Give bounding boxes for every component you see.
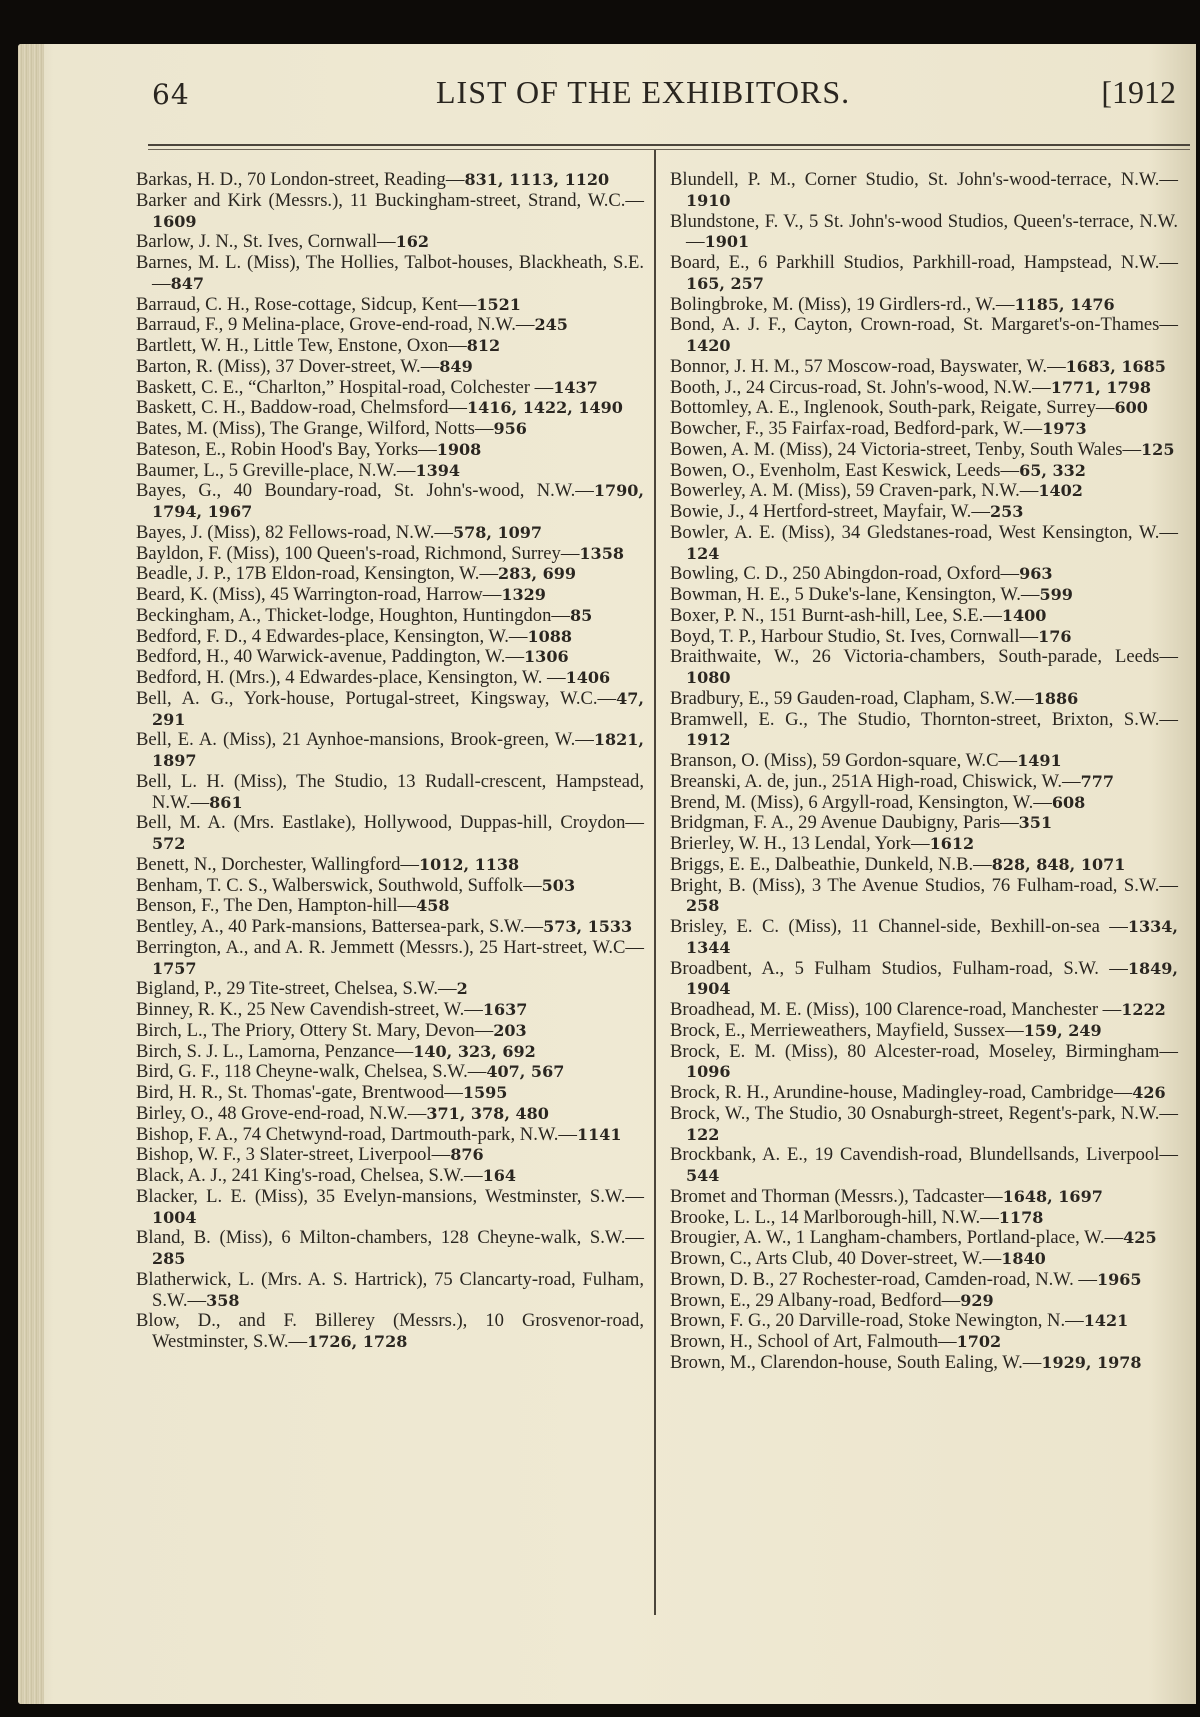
exhibit-numbers: 1394 (415, 460, 460, 480)
exhibitor-address: Bell, L. H. (Miss), The Studio, 13 Rudall-crescent, Hampstead, N.W.— (136, 770, 644, 813)
exhibitor-address: Brock, E., Merrieweathers, Mayfield, Sussex— (670, 1019, 1024, 1041)
exhibitor-address: Baskett, C. H., Baddow-road, Chelmsford— (136, 397, 468, 419)
exhibitor-address: Bedford, F. D., 4 Edwardes-place, Kensington, W.— (136, 625, 528, 647)
exhibitor-address: Brock, E. M. (Miss), 80 Alcester-road, Moseley, Birmingham— (670, 1040, 1178, 1062)
exhibitor-address: Brown, D. B., 27 Rochester-road, Camden-road, N.W. — (670, 1268, 1098, 1290)
exhibitor-address: Beadle, J. P., 17B Eldon-road, Kensington, W.— (136, 563, 499, 585)
exhibit-numbers: 572 (152, 834, 186, 853)
exhibitor-entry (136, 253, 644, 295)
exhibitor-entry (670, 917, 1178, 959)
exhibit-numbers: 358 (206, 1290, 240, 1310)
exhibitor-address: Bonnor, J. H. M., 57 Moscow-road, Bayswater, W.— (670, 355, 1066, 377)
exhibitor-entry (136, 1166, 644, 1187)
exhibit-numbers: 407, 567 (486, 1062, 565, 1082)
exhibitor-entry (136, 378, 644, 399)
exhibit-numbers: 1420 (686, 336, 731, 355)
exhibitor-entry (136, 627, 644, 648)
exhibit-numbers: 573, 1533 (543, 917, 633, 936)
exhibitor-address: Bishop, F. A., 74 Chetwynd-road, Dartmouth-park, N.W.— (136, 1123, 577, 1145)
exhibitor-entry (136, 876, 644, 897)
exhibit-numbers: 285 (152, 1249, 186, 1268)
exhibit-numbers: 165, 257 (686, 273, 764, 293)
book-page (18, 44, 1196, 1704)
exhibitor-entry (670, 1000, 1178, 1021)
exhibitor-entry (136, 295, 644, 316)
exhibitor-address: Brown, F. G., 20 Darville-road, Stoke Newington, N.— (670, 1310, 1084, 1332)
exhibitor-address: Brougier, A. W., 1 Langham-chambers, Portland-place, W.— (670, 1227, 1124, 1249)
exhibitor-entry (136, 1228, 644, 1270)
exhibitor-address: Boxer, P. N., 151 Burnt-ash-hill, Lee, S.E.— (670, 604, 1002, 626)
exhibitor-entry (670, 1291, 1178, 1312)
exhibit-numbers: 1886 (1033, 688, 1079, 708)
exhibitor-entry (670, 606, 1178, 627)
page-title: LIST OF THE EXHIBITORS. (436, 74, 851, 110)
exhibitor-entry (670, 1311, 1178, 1332)
exhibit-numbers: 1004 (152, 1207, 197, 1227)
exhibitor-address: Barraud, C. H., Rose-cottage, Sidcup, Kent— (136, 293, 477, 315)
exhibitor-entry (670, 1145, 1178, 1187)
exhibit-numbers: 599 (1039, 585, 1073, 604)
exhibitor-entry (136, 1311, 644, 1353)
exhibitor-entry (136, 1062, 644, 1083)
exhibit-numbers: 1096 (686, 1062, 731, 1082)
exhibit-numbers: 245 (534, 315, 568, 335)
exhibitor-entry (136, 461, 644, 482)
exhibitor-address: Bell, M. A. (Mrs. Eastlake), Hollywood, Duppas-hill, Croydon— (136, 812, 644, 834)
exhibitor-address: Baskett, C. E., “Charlton,” Hospital-road, Colchester — (136, 376, 554, 398)
exhibitor-address: Birch, S. J. L., Lamorna, Penzance— (136, 1040, 414, 1062)
exhibit-numbers: 1637 (482, 1000, 528, 1019)
exhibitor-entry (670, 793, 1178, 814)
exhibit-numbers: 600 (1114, 398, 1148, 418)
exhibit-numbers: 963 (1019, 564, 1053, 584)
exhibit-numbers: 283, 699 (498, 564, 576, 584)
exhibitor-address: Bromet and Thorman (Messrs.), Tadcaster— (670, 1185, 1003, 1207)
exhibitor-address: Bayldon, F. (Miss), 100 Queen's-road, Richmond, Surrey— (136, 542, 580, 564)
exhibitor-address: Bayes, J. (Miss), 82 Fellows-road, N.W.— (136, 521, 453, 543)
exhibit-numbers: 1437 (553, 377, 598, 397)
year-label: [1912 (1101, 74, 1176, 110)
exhibitor-address: Bolingbroke, M. (Miss), 19 Girdlers-rd., W.— (670, 293, 1015, 315)
exhibit-numbers: 1088 (527, 626, 573, 646)
exhibitor-entry (136, 1042, 644, 1063)
exhibit-numbers: 351 (1018, 813, 1053, 833)
exhibitor-address: Bell, E. A. (Miss), 21 Aynhoe-mansions, Brook-green, W.— (136, 729, 594, 751)
exhibitor-entry (670, 813, 1178, 834)
exhibitor-address: Black, A. J., 241 King's-road, Chelsea, S.W.— (136, 1165, 483, 1186)
exhibitor-address: Bottomley, A. E., Inglenook, South-park, Reigate, Surrey— (670, 397, 1115, 419)
exhibitor-address: Bird, G. F., 118 Cheyne-walk, Chelsea, S.W.— (136, 1061, 487, 1083)
exhibitor-address: Barnes, M. L. (Miss), The Hollies, Talbot-houses, Blackheath, S.E.— (136, 252, 644, 294)
exhibitor-entry (136, 398, 644, 419)
exhibitor-entry (670, 564, 1178, 585)
exhibit-numbers: 861 (209, 792, 243, 812)
exhibit-numbers: 777 (1080, 771, 1114, 791)
exhibitor-address: Benson, F., The Den, Hampton-hill— (136, 895, 417, 917)
exhibitor-address: Binney, R. K., 25 New Cavendish-street, W.— (136, 999, 483, 1020)
exhibitor-entry (136, 689, 644, 731)
exhibit-numbers: 1908 (436, 439, 482, 459)
exhibitor-entry (670, 295, 1178, 316)
exhibitor-address: Brisley, E. C. (Miss), 11 Channel-side, Bexhill-on-sea — (670, 916, 1128, 937)
exhibitor-address: Barkas, H. D., 70 London-street, Reading— (136, 169, 465, 190)
exhibitor-entry (136, 440, 644, 461)
exhibitor-entry (670, 1270, 1178, 1291)
exhibitor-entry (670, 1332, 1178, 1353)
exhibit-numbers: 1306 (524, 647, 569, 667)
exhibitor-entry (136, 647, 644, 668)
exhibitor-address: Beckingham, A., Thicket-lodge, Houghton, Huntingdon— (136, 604, 570, 626)
exhibit-numbers: 1141 (576, 1124, 622, 1144)
exhibitor-entry (670, 253, 1178, 295)
exhibitor-entry (136, 917, 644, 938)
exhibitor-address: Barraud, F., 9 Melina-place, Grove-end-road, N.W.— (136, 314, 535, 336)
exhibitor-entry (670, 378, 1178, 399)
exhibitor-entry (136, 1187, 644, 1229)
exhibit-numbers: 164 (482, 1166, 517, 1185)
exhibit-numbers: 544 (686, 1166, 720, 1185)
exhibit-numbers: 2 (456, 979, 468, 999)
exhibitor-entry (670, 1021, 1178, 1042)
exhibitor-entry (136, 1000, 644, 1021)
exhibit-numbers: 1185, 1476 (1014, 294, 1115, 314)
exhibitor-entry (670, 1249, 1178, 1270)
exhibitor-address: Bridgman, F. A., 29 Avenue Daubigny, Paris— (670, 812, 1019, 834)
exhibitor-entry (136, 481, 644, 523)
exhibit-numbers: 849 (439, 356, 473, 376)
exhibitor-address: Bates, M. (Miss), The Grange, Wilford, Notts— (136, 418, 494, 439)
exhibit-numbers: 1840 (1001, 1249, 1046, 1268)
exhibit-numbers: 1178 (998, 1207, 1044, 1227)
exhibitor-entry (670, 1228, 1178, 1249)
exhibitor-address: Brown, E., 29 Albany-road, Bedford— (670, 1289, 961, 1311)
exhibit-numbers: 1849, 1904 (686, 958, 1178, 999)
exhibitor-address: Bowie, J., 4 Hertford-street, Mayfair, W.— (670, 501, 990, 522)
exhibitor-entry (136, 315, 644, 336)
page-header (146, 72, 1196, 118)
exhibitor-address: Blacker, L. E. (Miss), 35 Evelyn-mansions, Westminster, S.W.— (136, 1185, 644, 1207)
exhibitor-entry (136, 1083, 644, 1104)
exhibitor-entry (670, 855, 1178, 876)
exhibit-numbers: 1334, 1344 (686, 917, 1178, 957)
exhibitor-entry (670, 170, 1178, 212)
exhibitor-entry (670, 1042, 1178, 1084)
exhibit-numbers: 1012, 1138 (418, 854, 520, 874)
exhibitor-address: Briggs, E. E., Dalbeathie, Dunkeld, N.B.— (670, 853, 992, 875)
exhibitor-entry (670, 1187, 1178, 1208)
exhibitor-address: Bland, B. (Miss), 6 Milton-chambers, 128 Cheyne-walk, S.W.— (136, 1227, 644, 1249)
exhibitor-address: Broadhead, M. E. (Miss), 100 Clarence-road, Manchester — (670, 999, 1122, 1020)
exhibitor-entry (670, 751, 1178, 772)
exhibitor-entry (670, 647, 1178, 689)
exhibit-numbers: 1821, 1897 (152, 730, 644, 770)
exhibitor-entry (670, 212, 1178, 254)
exhibitor-entry (670, 357, 1178, 378)
exhibitor-entry (136, 979, 644, 1000)
page-edge (18, 44, 44, 1704)
exhibitor-address: Bartlett, W. H., Little Tew, Enstone, Oxon— (136, 335, 467, 356)
exhibit-numbers: 1329 (501, 585, 546, 604)
exhibitor-address: Birch, L., The Priory, Ottery St. Mary, Devon— (136, 1019, 494, 1041)
exhibit-numbers: 1757 (152, 958, 197, 978)
exhibitor-address: Bowen, O., Evenholm, East Keswick, Leeds— (670, 459, 1020, 481)
exhibitor-address: Barker and Kirk (Messrs.), 11 Buckingham-street, Strand, W.C.— (136, 189, 644, 211)
exhibitor-entry (136, 855, 644, 876)
exhibitor-address: Bramwell, E. G., The Studio, Thornton-street, Brixton, S.W.— (670, 708, 1178, 730)
exhibit-numbers: 1910 (686, 190, 731, 210)
exhibit-numbers: 1609 (152, 211, 197, 231)
exhibitor-address: Bayes, G., 40 Boundary-road, St. John's-wood, N.W.— (136, 480, 594, 502)
exhibit-numbers: 85 (569, 605, 593, 625)
exhibitor-address: Berrington, A., and A. R. Jemmett (Messrs.), 25 Hart-street, W.C— (136, 936, 644, 958)
exhibitor-entry (136, 1145, 644, 1166)
exhibit-numbers: 956 (493, 419, 527, 438)
exhibitor-address: Bishop, W. F., 3 Slater-street, Liverpool— (136, 1144, 451, 1166)
exhibit-numbers: 608 (1051, 792, 1086, 812)
exhibitor-entry (670, 1083, 1178, 1104)
exhibitor-entry (136, 1104, 644, 1125)
exhibitor-address: Bright, B. (Miss), 3 The Avenue Studios, 76 Fulham-road, S.W.— (670, 874, 1178, 896)
exhibitor-address: Benett, N., Dorchester, Wallingford— (136, 853, 419, 875)
exhibitor-address: Bond, A. J. F., Cayton, Crown-road, St. Margaret's-on-Thames— (670, 314, 1178, 336)
exhibitor-entry (670, 627, 1178, 648)
exhibitor-entry (670, 398, 1178, 419)
exhibit-numbers: 65, 332 (1019, 460, 1086, 480)
exhibitor-address: Birley, O., 48 Grove-end-road, N.W.— (136, 1102, 427, 1124)
exhibit-numbers: 1771, 1798 (1050, 377, 1151, 397)
exhibitor-address: Board, E., 6 Parkhill Studios, Parkhill-road, Hampstead, N.W.— (670, 252, 1178, 273)
exhibit-numbers: 1358 (579, 543, 624, 563)
exhibit-numbers: 1595 (462, 1083, 508, 1102)
exhibit-numbers: 253 (989, 502, 1024, 521)
exhibitor-entry (136, 938, 644, 980)
exhibitor-address: Brown, H., School of Art, Falmouth— (670, 1331, 957, 1352)
exhibit-numbers: 371, 378, 480 (426, 1103, 549, 1123)
exhibit-numbers: 1421 (1083, 1311, 1129, 1331)
exhibit-numbers: 1929, 1978 (1041, 1352, 1142, 1372)
exhibit-numbers: 578, 1097 (452, 522, 543, 542)
exhibitor-entry (136, 544, 644, 565)
exhibitor-address: Booth, J., 24 Circus-road, St. John's-wood, N.W.— (670, 376, 1051, 398)
exhibit-numbers: 1080 (686, 668, 731, 687)
exhibit-numbers: 1222 (1121, 1000, 1166, 1019)
exhibitor-address: Bird, H. R., St. Thomas'-gate, Brentwood— (136, 1082, 463, 1103)
exhibit-numbers: 162 (395, 232, 430, 252)
exhibitor-entry (136, 232, 644, 253)
exhibit-numbers: 929 (960, 1290, 994, 1310)
exhibitor-entry (136, 585, 644, 606)
exhibitor-address: Bedford, H., 40 Warwick-avenue, Paddington, W.— (136, 646, 525, 668)
exhibitor-address: Brown, C., Arts Club, 40 Dover-street, W.— (670, 1248, 1002, 1269)
exhibitor-entry (670, 876, 1178, 918)
exhibitor-address: Bowler, A. E. (Miss), 34 Gledstanes-road, West Kensington, W.— (670, 521, 1178, 543)
exhibit-numbers: 828, 848, 1071 (991, 854, 1126, 874)
exhibit-numbers: 125 (1141, 439, 1175, 459)
exhibitor-entry (670, 959, 1178, 1001)
left-column (136, 170, 644, 1353)
exhibitor-entry (136, 357, 644, 378)
exhibitor-address: Breanski, A. de, jun., 251A High-road, Chiswick, W.— (670, 770, 1081, 792)
exhibitor-address: Baumer, L., 5 Greville-place, N.W.— (136, 459, 416, 481)
exhibitor-address: Barlow, J. N., St. Ives, Cornwall— (136, 231, 396, 253)
exhibitor-address: Brooke, L. L., 14 Marlborough-hill, N.W.— (670, 1206, 999, 1228)
exhibitor-address: Bateson, E., Robin Hood's Bay, Yorks— (136, 438, 437, 460)
exhibitor-entry (136, 564, 644, 585)
exhibitor-address: Bell, A. G., York-house, Portugal-street, Kingsway, W.C.— (136, 687, 617, 709)
exhibitor-entry (136, 1270, 644, 1312)
exhibit-numbers: 847 (170, 273, 204, 293)
column-divider (654, 150, 656, 1615)
exhibitor-entry (136, 813, 644, 855)
exhibitor-address: Broadbent, A., 5 Fulham Studios, Fulham-road, S.W. — (670, 957, 1128, 979)
exhibitor-entry (136, 336, 644, 357)
exhibit-numbers: 1400 (1001, 605, 1047, 625)
exhibitor-address: Beard, K. (Miss), 45 Warrington-road, Harrow— (136, 584, 502, 605)
exhibit-numbers: 1790, 1794, 1967 (152, 481, 644, 521)
exhibitor-address: Brock, W., The Studio, 30 Osnaburgh-street, Regent's-park, N.W.— (670, 1102, 1178, 1124)
exhibitor-address: Brend, M. (Miss), 6 Argyll-road, Kensington, W.— (670, 791, 1052, 813)
exhibitor-address: Benham, T. C. S., Walberswick, Southwold, Suffolk— (136, 874, 542, 896)
exhibitor-entry (136, 668, 644, 689)
exhibitor-address: Blatherwick, L. (Mrs. A. S. Hartrick), 75 Clancarty-road, Fulham, S.W.— (136, 1268, 644, 1311)
exhibit-numbers: 425 (1123, 1228, 1157, 1248)
exhibitor-entry (670, 689, 1178, 710)
exhibitor-address: Brierley, W. H., 13 Lendal, York— (670, 833, 930, 854)
exhibitor-address: Branson, O. (Miss), 59 Gordon-square, W.C— (670, 750, 1018, 771)
exhibitor-entry (670, 461, 1178, 482)
exhibitor-address: Bowcher, F., 35 Fairfax-road, Bedford-park, W.— (670, 418, 1043, 439)
exhibit-numbers: 1612 (929, 834, 975, 853)
exhibitor-entry (670, 440, 1178, 461)
exhibit-numbers: 176 (1038, 626, 1072, 646)
exhibitor-entry (136, 419, 644, 440)
exhibit-numbers: 1683, 1685 (1065, 356, 1166, 376)
exhibitor-entry (670, 419, 1178, 440)
exhibitor-address: Brockbank, A. E., 19 Cavendish-road, Blundellsands, Liverpool— (670, 1144, 1178, 1166)
right-column (670, 170, 1178, 1374)
exhibitor-address: Bigland, P., 29 Tite-street, Chelsea, S.W.— (136, 978, 457, 1000)
exhibitor-entry (136, 1125, 644, 1146)
exhibitor-address: Blow, D., and F. Billerey (Messrs.), 10 Grosvenor-road, Westminster, S.W.— (136, 1310, 644, 1352)
exhibitor-address: Bowen, A. M. (Miss), 24 Victoria-street, Tenby, South Wales— (670, 438, 1142, 460)
exhibitor-address: Blundstone, F. V., 5 St. John's-wood Studios, Queen's-terrace, N.W.— (670, 210, 1178, 253)
exhibit-numbers: 47, 291 (152, 688, 644, 729)
exhibitor-entry (136, 730, 644, 772)
exhibitor-entry (670, 502, 1178, 523)
exhibitor-entry (670, 710, 1178, 752)
exhibitor-entry (670, 315, 1178, 357)
exhibitor-entry (670, 834, 1178, 855)
exhibitor-address: Bradbury, E., 59 Gauden-road, Clapham, S.W.— (670, 687, 1034, 709)
exhibitor-entry (136, 1021, 644, 1042)
exhibit-numbers: 1726, 1728 (307, 1332, 408, 1351)
exhibit-numbers: 503 (541, 875, 576, 895)
exhibitor-entry (670, 1353, 1178, 1374)
exhibitor-entry (136, 896, 644, 917)
exhibitor-address: Bedford, H. (Mrs.), 4 Edwardes-place, Kensington, W. — (136, 667, 566, 688)
exhibitor-entry (136, 523, 644, 544)
exhibit-numbers: 1402 (1038, 481, 1083, 501)
exhibit-numbers: 1901 (704, 232, 750, 252)
exhibitor-entry (670, 772, 1178, 793)
exhibit-numbers: 458 (416, 896, 450, 916)
header-rule (148, 144, 1190, 146)
exhibitor-address: Bowling, C. D., 250 Abingdon-road, Oxford— (670, 563, 1020, 585)
exhibit-numbers: 122 (686, 1124, 720, 1144)
exhibit-numbers: 1973 (1042, 419, 1087, 438)
exhibitor-address: Boyd, T. P., Harbour Studio, St. Ives, Cornwall— (670, 625, 1039, 647)
exhibitor-entry (136, 170, 644, 191)
exhibitor-address: Brown, M., Clarendon-house, South Ealing, W.— (670, 1351, 1042, 1373)
exhibit-numbers: 258 (686, 896, 720, 916)
exhibitor-entry (670, 523, 1178, 565)
exhibit-numbers: 1521 (476, 294, 521, 314)
exhibitor-address: Bentley, A., 40 Park-mansions, Battersea-park, S.W.— (136, 916, 544, 937)
exhibitor-entry (670, 1104, 1178, 1146)
exhibit-numbers: 876 (450, 1145, 484, 1165)
exhibitor-address: Bowman, H. E., 5 Duke's-lane, Kensington, W.— (670, 584, 1040, 605)
exhibitor-address: Blundell, P. M., Corner Studio, St. John's-wood-terrace, N.W.— (670, 169, 1178, 190)
exhibit-numbers: 1912 (686, 730, 731, 750)
exhibitor-entry (136, 772, 644, 814)
exhibit-numbers: 159, 249 (1023, 1020, 1102, 1040)
exhibit-numbers: 140, 323, 692 (413, 1041, 536, 1061)
exhibit-numbers: 831, 1113, 1120 (464, 170, 610, 189)
page-number: 64 (152, 78, 190, 111)
exhibit-numbers: 812 (466, 336, 501, 355)
header-rule-thin (148, 149, 1190, 150)
exhibitor-entry (136, 191, 644, 233)
exhibit-numbers: 1491 (1017, 751, 1062, 770)
exhibit-numbers: 1965 (1097, 1269, 1142, 1289)
exhibit-numbers: 1406 (565, 668, 611, 687)
exhibitor-address: Barton, R. (Miss), 37 Dover-street, W.— (136, 355, 440, 377)
exhibit-numbers: 426 (1132, 1083, 1166, 1102)
exhibitor-entry (136, 606, 644, 627)
exhibitor-entry (670, 585, 1178, 606)
exhibitor-address: Brock, R. H., Arundine-house, Madingley-road, Cambridge— (670, 1082, 1133, 1103)
exhibit-numbers: 1702 (956, 1332, 1002, 1351)
exhibitor-entry (670, 481, 1178, 502)
exhibit-numbers: 124 (686, 543, 720, 563)
exhibitor-address: Bowerley, A. M. (Miss), 59 Craven-park, N.W.— (670, 480, 1039, 502)
exhibit-numbers: 203 (493, 1020, 527, 1040)
exhibit-numbers: 1648, 1697 (1002, 1186, 1103, 1206)
exhibitor-entry (670, 1208, 1178, 1229)
exhibit-numbers: 1416, 1422, 1490 (467, 398, 623, 418)
exhibitor-address: Braithwaite, W., 26 Victoria-chambers, South-parade, Leeds— (670, 646, 1178, 668)
